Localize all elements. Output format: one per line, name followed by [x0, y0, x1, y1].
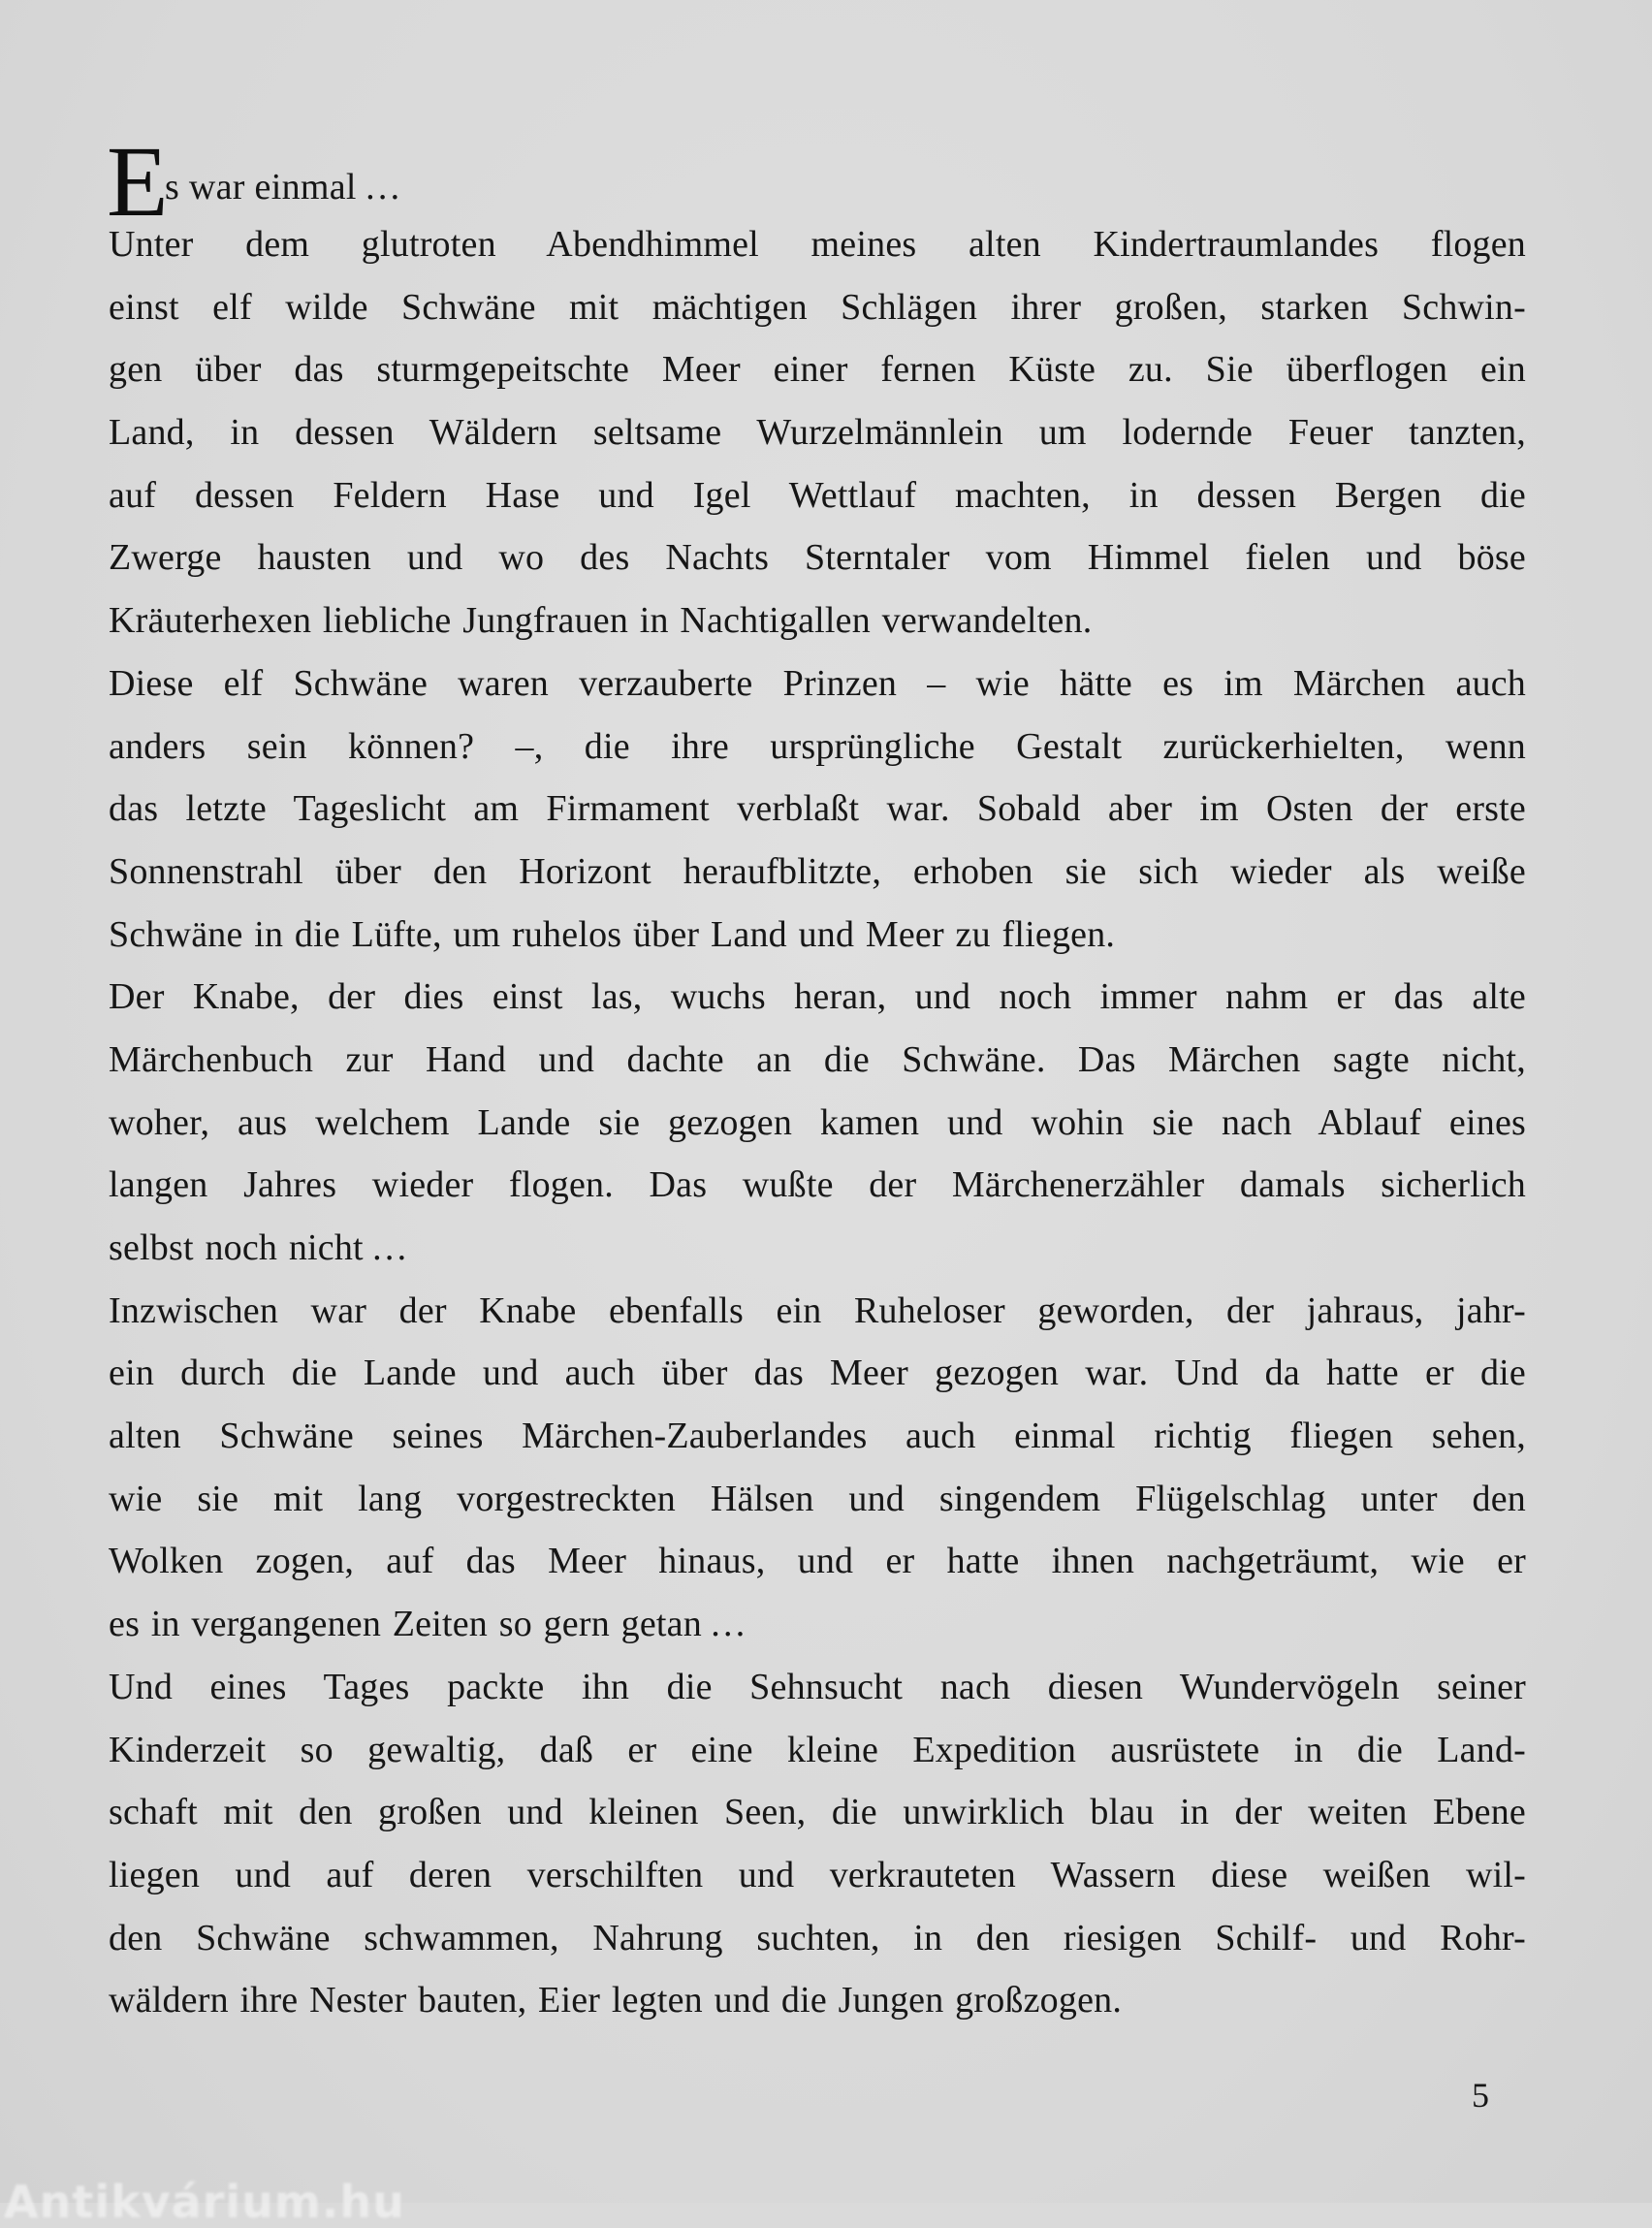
text-line: wäldern ihre Nester bauten, Eier legten und die Jungen großzogen. — [109, 1980, 1123, 2021]
text-line: Märchenbuch zur Hand und dachte an die Schwäne. Das Märchen sagte nicht, — [109, 1038, 1526, 1080]
text-line: anders sein können? –, die ihre ursprüngliche Gestalt zurückerhielten, wenn — [109, 725, 1526, 767]
paragraph-1 — [109, 213, 1526, 652]
drop-cap: E — [107, 126, 169, 238]
opening-line — [107, 126, 1526, 238]
text-line: Unter dem glutroten Abendhimmel meines alten Kindertraumlandes flogen — [109, 224, 1526, 265]
page-number: 5 — [1472, 2076, 1489, 2115]
text-line: liegen und auf deren verschilften und verkrauteten Wassern diese weißen wil- — [109, 1854, 1526, 1895]
text-line: Der Knabe, der dies einst las, wuchs heran, und noch immer nahm er das alte — [109, 976, 1526, 1018]
paragraph-2 — [109, 652, 1526, 966]
text-line: Und eines Tages packte ihn die Sehnsucht nach diesen Wundervögeln seiner — [109, 1666, 1526, 1707]
text-line: Wolken zogen, auf das Meer hinaus, und er hatte ihnen nachgeträumt, wie er — [109, 1541, 1526, 1582]
text-line: wie sie mit lang vorgestreckten Hälsen und singendem Flügelschlag unter den — [109, 1478, 1526, 1519]
text-line: gen über das sturmgepeitschte Meer einer fernen Küste zu. Sie überflogen ein — [109, 349, 1526, 391]
text-line: Schwäne in die Lüfte, um ruhelos über Land und Meer zu fliegen. — [109, 913, 1116, 955]
text-line: das letzte Tageslicht am Firmament verblaßt war. Sobald aber im Osten der erste — [109, 788, 1526, 830]
opening-text: s war einmal … — [165, 167, 401, 207]
text-line: einst elf wilde Schwäne mit mächtigen Schlägen ihrer großen, starken Schwin- — [109, 286, 1526, 328]
text-line: langen Jahres wieder flogen. Das wußte der Märchenerzähler damals sicherlich — [109, 1164, 1526, 1206]
text-line: Diese elf Schwäne waren verzauberte Prinzen – wie hätte es im Märchen auch — [109, 662, 1526, 704]
text-line: Kinderzeit so gewaltig, daß er eine kleine Expedition ausrüstete in die Land- — [109, 1729, 1526, 1770]
text-line: Land, in dessen Wäldern seltsame Wurzelmännlein um lodernde Feuer tanzten, — [109, 412, 1526, 454]
text-line: auf dessen Feldern Hase und Igel Wettlauf machten, in dessen Bergen die — [109, 474, 1526, 516]
text-line: woher, aus welchem Lande sie gezogen kamen und wohin sie nach Ablauf eines — [109, 1101, 1526, 1143]
paragraph-5 — [109, 1656, 1526, 2032]
text-line: den Schwäne schwammen, Nahrung suchten, in den riesigen Schilf- und Rohr- — [109, 1917, 1526, 1958]
text-line: ein durch die Lande und auch über das Meer gezogen war. Und da hatte er die — [109, 1353, 1526, 1394]
body-text — [107, 126, 1526, 2032]
text-line: alten Schwäne seines Märchen-Zauberlandes auch einmal richtig fliegen sehen, — [109, 1416, 1526, 1457]
text-line: es in vergangenen Zeiten so gern getan … — [109, 1604, 747, 1645]
text-line: Inzwischen war der Knabe ebenfalls ein Ruheloser geworden, der jahraus, jahr- — [109, 1289, 1526, 1331]
text-line: Kräuterhexen liebliche Jungfrauen in Nachtigallen verwandelten. — [109, 600, 1093, 642]
text-line: selbst noch nicht … — [109, 1227, 408, 1268]
paragraph-4 — [109, 1280, 1526, 1656]
text-line: schaft mit den großen und kleinen Seen, die unwirklich blau in der weiten Ebene — [109, 1792, 1526, 1833]
text-line: Sonnenstrahl über den Horizont heraufblitzte, erhoben sie sich wieder als weiße — [109, 850, 1526, 892]
paragraph-3 — [109, 966, 1526, 1279]
watermark: Antikvárium.hu — [4, 2176, 405, 2228]
text-line: Zwerge hausten und wo des Nachts Sterntaler vom Himmel fielen und böse — [109, 537, 1526, 579]
